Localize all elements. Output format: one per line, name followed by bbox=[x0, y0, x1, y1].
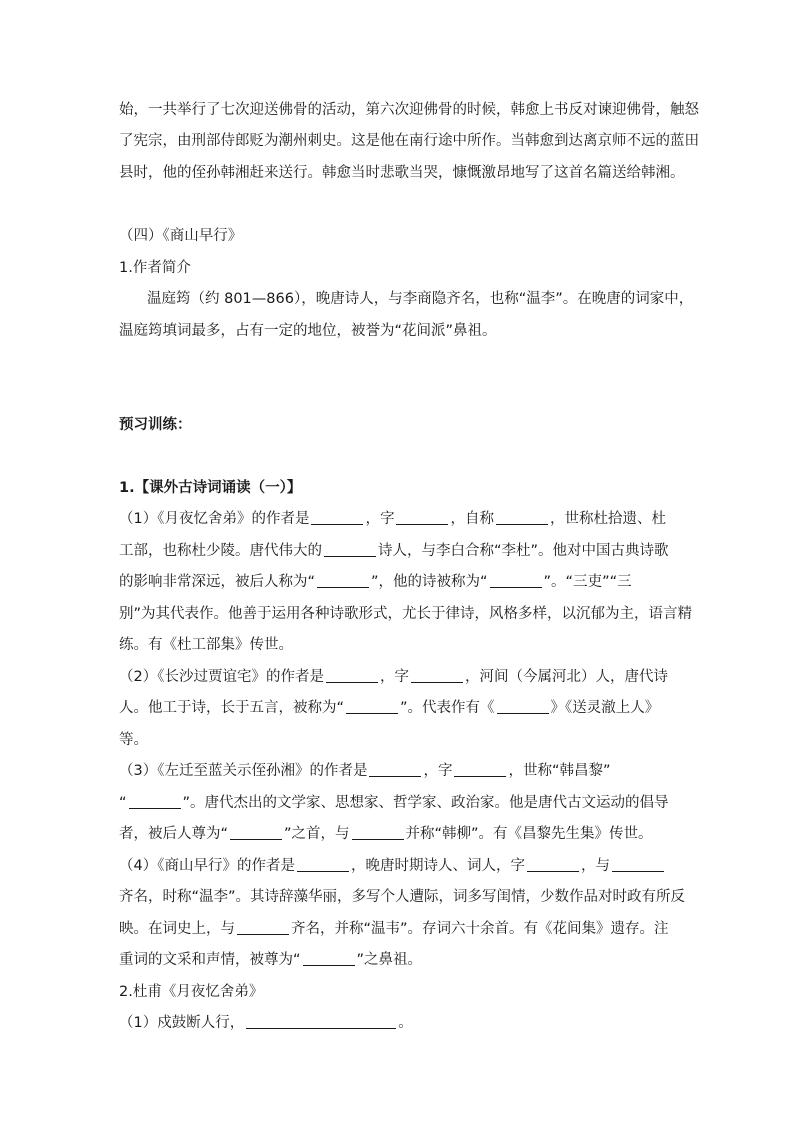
intro-line-2: 了宪宗，由刑部侍郎贬为潮州刺史。这是他在南行途中所作。当韩愈到达离京师不远的蓝田 bbox=[119, 133, 699, 149]
q1-heading: 1.【课外古诗词诵读（一）】 bbox=[119, 480, 302, 496]
answer-blank[interactable] bbox=[346, 699, 398, 714]
answer-blank[interactable] bbox=[129, 794, 181, 809]
text: ，世称杜拾遗、杜 bbox=[549, 511, 666, 527]
text: （2）《长沙过贾谊宅》的作者是 bbox=[119, 669, 324, 685]
text: ，河间（今属河北）人，唐代诗 bbox=[464, 669, 668, 685]
answer-blank[interactable] bbox=[246, 1014, 396, 1029]
answer-blank[interactable] bbox=[527, 857, 579, 872]
text: ”之首，与 bbox=[284, 826, 350, 842]
author-intro-line-1: 温庭筠（约 801—866），晚唐诗人，与李商隐齐名，也称“温李”。在晚唐的词家中， bbox=[147, 291, 694, 307]
q1-p1-line-5: 练。有《杜工部集》传世。 bbox=[119, 637, 293, 653]
answer-blank[interactable] bbox=[237, 920, 289, 935]
author-intro-line-2: 温庭筠填词最多，占有一定的地位，被誉为“花间派”鼻祖。 bbox=[119, 323, 497, 339]
answer-blank[interactable] bbox=[369, 762, 421, 777]
q1-p2-line-2 bbox=[119, 698, 659, 718]
answer-blank[interactable] bbox=[317, 573, 369, 588]
q2-heading: 2.杜甫《月夜忆舍弟》 bbox=[119, 984, 264, 1000]
text: ，世称“韩昌黎” bbox=[508, 763, 611, 779]
text: （3）《左迁至蓝关示侄孙湘》的作者是 bbox=[119, 763, 368, 779]
answer-blank[interactable] bbox=[396, 510, 448, 525]
text: ，与 bbox=[580, 858, 610, 874]
text: 。 bbox=[398, 1015, 413, 1031]
text: 重词的文采和声情，被尊为“ bbox=[119, 952, 301, 968]
answer-blank[interactable] bbox=[411, 668, 463, 683]
text: ”。“三吏”“三 bbox=[543, 574, 632, 590]
q1-p4-line-4 bbox=[119, 950, 422, 970]
q1-p2-line-3: 等。 bbox=[119, 732, 148, 748]
intro-line-1: 始，一共举行了七次迎送佛骨的活动，第六次迎佛骨的时候，韩愈上书反对谏迎佛骨，触怒 bbox=[119, 102, 699, 118]
answer-blank[interactable] bbox=[297, 857, 349, 872]
q1-p1-line-1 bbox=[119, 509, 666, 529]
q1-p3-line-3 bbox=[119, 824, 653, 844]
q2-item-1 bbox=[119, 1013, 413, 1033]
text: ，晚唐时期诗人、词人，字 bbox=[350, 858, 525, 874]
text: ”，他的诗被称为“ bbox=[371, 574, 488, 590]
text: （4）《商山早行》的作者是 bbox=[119, 858, 295, 874]
q1-p1-line-4: 别”为其代表作。他善于运用各种诗歌形式，尤长于律诗，风格多样，以沉郁为主，语言精 bbox=[119, 606, 693, 622]
text: ，字 bbox=[379, 669, 409, 685]
text: 并称“韩柳”。有《昌黎先生集》传世。 bbox=[405, 826, 653, 842]
answer-blank[interactable] bbox=[326, 668, 378, 683]
answer-blank[interactable] bbox=[324, 542, 376, 557]
text: 》《送灵澈上人》 bbox=[550, 700, 660, 716]
text: 者，被后人尊为“ bbox=[119, 826, 229, 842]
text: ，自称 bbox=[450, 511, 494, 527]
text: ”。唐代杰出的文学家、思想家、哲学家、政治家。他是唐代古文运动的倡导 bbox=[182, 795, 669, 811]
text: 工部，也称杜少陵。唐代伟大的 bbox=[119, 543, 322, 559]
answer-blank[interactable] bbox=[454, 762, 506, 777]
q1-p3-line-2 bbox=[119, 793, 669, 813]
practice-heading: 预习训练： bbox=[119, 417, 192, 433]
intro-line-3: 县时，他的侄孙韩湘赶来送行。韩愈当时悲歌当哭，慷慨激昂地写了这首名篇送给韩湘。 bbox=[119, 165, 685, 181]
answer-blank[interactable] bbox=[230, 825, 282, 840]
section4-subheading: 1.作者简介 bbox=[119, 260, 191, 276]
text: （1）戍鼓断人行， bbox=[119, 1015, 245, 1031]
q1-p4-line-2: 齐名，时称“温李”。其诗辞藻华丽，多写个人遭际，词多写闺情，少数作品对时政有所反 bbox=[119, 889, 686, 905]
answer-blank[interactable] bbox=[303, 951, 355, 966]
answer-blank[interactable] bbox=[496, 510, 548, 525]
text: 映。在词史上，与 bbox=[119, 921, 235, 937]
text: “ bbox=[119, 795, 127, 811]
text: 的影响非常深远，被后人称为“ bbox=[119, 574, 316, 590]
text: ”。代表作有《 bbox=[400, 700, 495, 716]
answer-blank[interactable] bbox=[612, 857, 664, 872]
q1-p1-line-3 bbox=[119, 572, 632, 592]
text: 齐名，并称“温韦”。存词六十余首。有《花间集》遗存。注 bbox=[291, 921, 669, 937]
text: 人。他工于诗，长于五言，被称为“ bbox=[119, 700, 345, 716]
q1-p4-line-3 bbox=[119, 919, 669, 939]
q1-p2-line-1 bbox=[119, 667, 668, 687]
text: ”之鼻祖。 bbox=[356, 952, 423, 968]
answer-blank[interactable] bbox=[352, 825, 404, 840]
q1-p4-line-1 bbox=[119, 856, 666, 876]
q1-p1-line-2 bbox=[119, 541, 669, 561]
text: ，字 bbox=[423, 763, 453, 779]
answer-blank[interactable] bbox=[311, 510, 363, 525]
section4-heading: （四）《商山早行》 bbox=[119, 228, 243, 244]
text: ，字 bbox=[365, 511, 395, 527]
answer-blank[interactable] bbox=[497, 699, 549, 714]
text: （1）《月夜忆舍弟》的作者是 bbox=[119, 511, 310, 527]
text: 诗人，与李白合称“李杜”。他对中国古典诗歌 bbox=[378, 543, 669, 559]
answer-blank[interactable] bbox=[490, 573, 542, 588]
q1-p3-line-1 bbox=[119, 761, 611, 781]
